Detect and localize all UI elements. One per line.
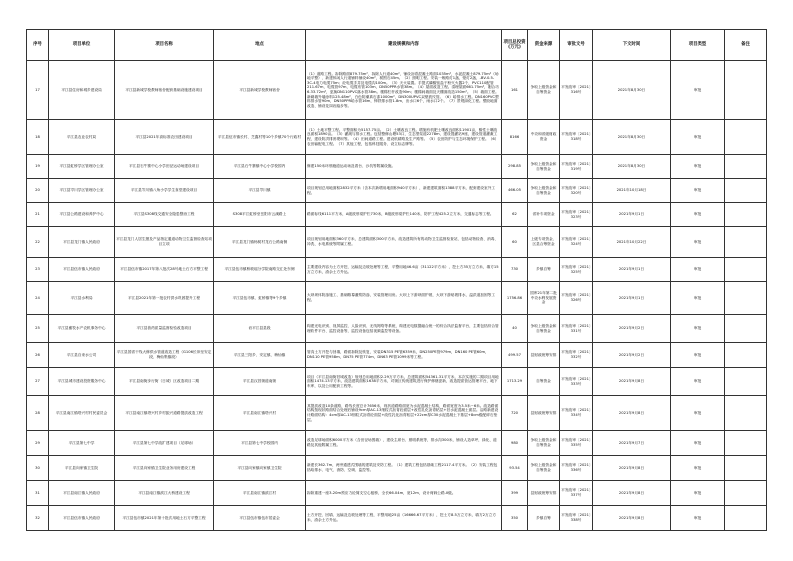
cell-doc: 平发改审〔2021〕336号 xyxy=(560,456,593,481)
table-row xyxy=(27,343,767,368)
cell-fund: 争取上级资金和自筹资金 xyxy=(528,315,560,343)
table-row xyxy=(27,155,767,179)
cell-unit: 平江县第七中学 xyxy=(49,431,115,456)
cell-name: 平江县南江镇塔兴村乡村振兴道路提质改造工程 xyxy=(115,396,214,431)
cell-doc: 平发改审〔2021〕316号 xyxy=(560,61,593,120)
cell-type: 审批 xyxy=(671,456,725,481)
cell-content: 拆除重建一座3-20m预应力砼简支空心板桥，全长66.04m，宽12m，设计荷载公路-II级。 xyxy=(306,481,502,506)
table-row xyxy=(27,282,767,315)
cell-name: 平江县向家镇卫生院业务用房建设工程 xyxy=(115,456,214,481)
cell-cost: 466.05 xyxy=(502,179,528,203)
header-name: 项目名称 xyxy=(115,30,214,61)
cell-name: 平江县岑川镇八角小学学生食堂建设项目 xyxy=(115,179,214,203)
cell-unit: 平江县岑川学区管理办公室 xyxy=(49,179,115,203)
cell-content: 主要建设内容为土方开挖、运输及边坡处理等工程，平整用地46.6亩（31122平方米），挖土方35万立方米，填方15万立方米，渣余土方外运。 xyxy=(306,258,502,282)
cell-date: 2021年10月18日 xyxy=(593,179,671,203)
approval-table-page xyxy=(26,29,766,531)
cell-cost: 720 xyxy=(502,396,528,431)
cell-content: （1）道路工程。拆除路面879.75m²，拆除人行道40m²，铺设沥青混凝土路面1035m²，水泥混凝土879.75m²（场地平整）、新建休闲人行道铺料铺设40m²，树围石45m。（2）照明工程。安装一般路灯1盏，壁灯2盏，-BV-0.5-3C-4电力电缆75m；砼电缆手井及电缆沟100m。（3）天火装置。手提式磷酸铵盐干粉灭火器2个，PVC110配管211.67m，电缆管97m，电缆布管103m，DN50PPR水管38m。（4）屋面改造工程。清理屋面661.75m²，刚合坊6.33.72m²，更换DN110PVC落水管38m。楼梯栏杆改造90m；楼梯间墙面及天棚面改造150m²。（5）墙面工程。新砌墙外墙涂料125.48m²，白色防潮真石漆1000m²，DN300UPVC双壁波纹管。（6）给排水工程。DN160PVC塑料排水管90m，DN50PPR给水管16m，铸铁排水管1.8m，出水口6个，雨水口2个。（7）景观绿化工程。塑胶地面改造、铺设花岗岩踏步等。 xyxy=(306,61,502,120)
table-row xyxy=(27,396,767,431)
cell-note xyxy=(725,343,767,368)
cell-place: 平江县南江镇塔兴村 xyxy=(214,396,306,431)
cell-name: 平江县伍市镇2017年第八批次28号地土石方平整工程 xyxy=(115,258,214,282)
cell-cost: 499.57 xyxy=(502,343,528,368)
cell-fund: 争取上级资金和自筹资金 xyxy=(528,456,560,481)
cell-doc: 平发改审〔2021〕323号 xyxy=(560,203,593,227)
table-row xyxy=(27,481,767,506)
cell-cost: 298.85 xyxy=(502,155,528,179)
cell-note xyxy=(725,61,767,120)
cell-fund: 争取上级资金和自筹资金 xyxy=(528,431,560,456)
cell-doc: 平发改审〔2021〕324号 xyxy=(560,227,593,258)
cell-unit: 平江县自来水公司 xyxy=(49,343,115,368)
cell-cost: 399 xyxy=(502,481,528,506)
table-row xyxy=(27,315,767,343)
cell-fund: 中央和省级财政资金 xyxy=(528,120,560,155)
cell-fund: 乡镇自筹 xyxy=(528,506,560,531)
cell-doc: 平发改审〔2021〕334号 xyxy=(560,396,593,431)
cell-fund: 争取上级资金和自筹资金 xyxy=(528,155,560,179)
cell-place: 平江县伍市镇长村、芝鑫村等10个乡镇70个行政村 xyxy=(214,120,306,155)
cell-unit: 平江县农业农村局 xyxy=(49,120,115,155)
cell-content: 构建光电识别、视屏监控、人脸识别、无线网络等系统，构建光电数据融合统一的综合执法监督平台，主要包括综合管理软件平台、监控设备等，监控设备包括视频监控等设备。 xyxy=(306,315,502,343)
cell-fund: 争取上级资金和自筹资金 xyxy=(528,179,560,203)
cell-unit: 平江县向家镇卫生院 xyxy=(49,456,115,481)
cell-no: 23 xyxy=(27,258,49,282)
cell-unit: 平江县南江镇塔兴村村民委员会 xyxy=(49,396,115,431)
cell-note xyxy=(725,368,767,396)
cell-type: 审批 xyxy=(671,506,725,531)
cell-name: 平江县新城学校教师宿舍配套基础设施建设项目 xyxy=(115,61,214,120)
cell-fund: 省补专项资金 xyxy=(528,203,560,227)
cell-fund: 上级专项资金、区县合筹资金 xyxy=(528,227,560,258)
cell-place: 平江县伍市镇伍市居委会 xyxy=(214,506,306,531)
header-content: 建设规模和内容 xyxy=(306,30,502,61)
cell-date: 2021年10月22日 xyxy=(593,227,671,258)
table-row xyxy=(27,431,767,456)
header-row xyxy=(27,30,767,61)
cell-date: 2021年9月8日 xyxy=(593,456,671,481)
cell-type: 审批 xyxy=(671,481,725,506)
cell-type: 审批 xyxy=(671,396,725,431)
cell-date: 2021年9月8日 xyxy=(593,396,671,431)
cell-content: 路面标线6111平方米，A级波形梁护栏730米，B级波形梁护栏140米，防护工程425.2立方米，交通标志等工程。 xyxy=(306,203,502,227)
cell-content: 修建150米环形跑道运动场及看台、沙坑等附属设施。 xyxy=(306,155,502,179)
cell-note xyxy=(725,315,767,343)
cell-unit: 平江县伍市镇人民政府 xyxy=(49,506,115,531)
cell-fund: 县财政统筹安排 xyxy=(528,481,560,506)
cell-unit: 平江县南江镇人民政府 xyxy=(49,481,115,506)
cell-name: 平江县南街步行街（日城）区改造项目二期 xyxy=(115,368,214,396)
cell-note xyxy=(725,396,767,431)
cell-place: 平江县岑川镇 xyxy=(214,179,306,203)
cell-unit: 平江县畜牧水产农机事务中心 xyxy=(49,315,115,343)
cell-fund: 县财政统筹安排 xyxy=(528,343,560,368)
table-row xyxy=(27,203,767,227)
cell-no: 26 xyxy=(27,343,49,368)
cell-doc: 平发改审〔2021〕318号 xyxy=(560,120,593,155)
header-unit: 项目单位 xyxy=(49,30,115,61)
cell-note xyxy=(725,179,767,203)
cell-no: 19 xyxy=(27,155,49,179)
cell-type: 审批 xyxy=(671,179,725,203)
cell-unit: 平江县水利局 xyxy=(49,282,115,315)
cell-name: 平江县龙门人居生猪及产品指定通道动物卫生监督检查站项目立项 xyxy=(115,227,214,258)
cell-doc: 平发改审〔2021〕331号 xyxy=(560,315,593,343)
header-type: 项目类型 xyxy=(671,30,725,61)
header-date: 下文时间 xyxy=(593,30,671,61)
cell-date: 2021年9月1日 xyxy=(593,282,671,315)
cell-no: 27 xyxy=(27,368,49,396)
cell-doc: 平发改审〔2021〕335号 xyxy=(560,431,593,456)
cell-date: 2021年8月30日 xyxy=(593,155,671,179)
cell-fund: 乡镇自筹 xyxy=(528,258,560,282)
header-place: 地点 xyxy=(214,30,306,61)
cell-content: （1）土地平整工程。平整面积为5157.75亩。（2）土壤改良工程。增施有机肥土壤改良面积11901亩，酸性土壤改良面积1890亩。（3）灌溉与排水工程。包括整修山塘53口，生态型渠道2278m，建设提灌站9座，建设管道灌溉工程，建设防洪排涝堤坝等。（4）田间道路工程。建设机耕路及生产路等。（5）农田防护与生态环境保护工程。（6）农田输配电工程。（7）其他工程，包括科技服务、设立标志牌等。 xyxy=(306,120,502,155)
cell-no: 30 xyxy=(27,456,49,481)
cell-unit: 平江县虹桥学区管理办公室 xyxy=(49,155,115,179)
cell-note xyxy=(725,155,767,179)
cell-unit: 平江县城市建设投资服务中心 xyxy=(49,368,115,396)
cell-date: 2021年9月1日 xyxy=(593,258,671,282)
cell-name: 平江县2021年高标准农田建设项目 xyxy=(115,120,214,155)
cell-no: 22 xyxy=(27,227,49,258)
cell-no: 20 xyxy=(27,179,49,203)
cell-name: 平江县南江镇滨江大桥建设工程 xyxy=(115,481,214,506)
cell-place: 平江县南江镇滨江村 xyxy=(214,481,306,506)
cell-content: 项目（平江县南街旧城改造）规划总用地面积2.29万平方米，总建筑面积54361.31平方米，本次实施的二期项目用地面积1474.13平方米，改造建筑面积1638平方米，对街区传统建筑进行保护修缮更新，改造提质营运管理平台，地下车库，以及公用配套工程等。 xyxy=(306,368,502,396)
cell-content: 土方开挖、回填、运输及边坡处理等工程，平整用地25亩（16666.67平方米），挖土方8.5万立方米，填方2万立方米，渣余土方外运。 xyxy=(306,506,502,531)
cell-note xyxy=(725,227,767,258)
table-row xyxy=(27,179,767,203)
cell-content: 大坝坝体防渗施工、基础帷幕灌浆防渗，安装管理用房。大坝上下游坝面护坡，大坝下游贴坡排水，溢洪道加固等工程。 xyxy=(306,282,502,315)
cell-type: 审批 xyxy=(671,368,725,396)
cell-type: 审批 xyxy=(671,258,725,282)
cell-doc: 平发改审〔2021〕326号 xyxy=(560,282,593,315)
cell-note xyxy=(725,203,767,227)
cell-note xyxy=(725,282,767,315)
cell-date: 2021年9月8日 xyxy=(593,368,671,396)
cell-cost: 62 xyxy=(502,203,528,227)
cell-doc: 平发改审〔2021〕338号 xyxy=(560,506,593,531)
cell-name: 平江县国省干线大修供水管道改造工程（G106长冲至安定段、梅仙集镇段） xyxy=(115,343,214,368)
table-row xyxy=(27,456,767,481)
cell-place: 平江县伍市镇桥坡瑶分学院南路交汇处东侧 xyxy=(214,258,306,282)
cell-no: 21 xyxy=(27,203,49,227)
cell-date: 2021年9月2日 xyxy=(593,343,671,368)
cell-note xyxy=(725,456,767,481)
cell-date: 2021年8月30日 xyxy=(593,61,671,120)
cell-type: 审批 xyxy=(671,227,725,258)
cell-content: 新建长362.7m，两旁通透式围墙的建筑及安防工程。（1）建筑工程包括基础工程2117.4平方米。（2）安装工程包括给排水、电气、消防、空调、监控等。 xyxy=(306,456,502,481)
cell-content: 项目规划用地面积360平方米，总建筑面积300平方米，改造建筑所有的动物卫生监督检查站，包括动物检查、消毒、冲洗、水电系统等附属工程。 xyxy=(306,227,502,258)
table-row xyxy=(27,61,767,120)
cell-cost: 161 xyxy=(502,61,528,120)
cell-no: 17 xyxy=(27,61,49,120)
cell-place: 岩平江县县段 xyxy=(214,315,306,343)
cell-cost: 350 xyxy=(502,506,528,531)
cell-no: 32 xyxy=(27,506,49,531)
cell-fund: 争取上级资金和自筹资金 xyxy=(528,61,560,120)
cell-cost: 60 xyxy=(502,227,528,258)
cell-doc: 平发改审〔2021〕319号 xyxy=(560,155,593,179)
cell-date: 2021年9月1日 xyxy=(593,203,671,227)
cell-doc: 平发改审〔2021〕337号 xyxy=(560,481,593,506)
cell-type: 审批 xyxy=(671,431,725,456)
cell-fund: 自筹资金 xyxy=(528,368,560,396)
cell-content: 管沟土方开挖与回填，路面拆除及恢复，安装DN315 PE管6359米，DN250PE管979m，DN160 PE管60m，DN110 PE管958m，DN75 PE管774m，DN63 PE管1099米等工程。 xyxy=(306,343,502,368)
cell-date: 2021年9月2日 xyxy=(593,315,671,343)
cell-no: 29 xyxy=(27,431,49,456)
cell-unit: 平江县龙门镇人民政府 xyxy=(49,227,115,258)
cell-name: 平江县兽药质量监督检验改造项目 xyxy=(115,315,214,343)
cell-doc: 平发改审〔2021〕320号 xyxy=(560,179,593,203)
cell-doc: 平发改审〔2021〕325号 xyxy=(560,258,593,282)
cell-cost: 40 xyxy=(502,315,528,343)
cell-place: S308平江虹桥至岳阳市云溪路上 xyxy=(214,203,306,227)
cell-place: 平江县汉昌街道南街 xyxy=(214,368,306,396)
cell-no: 18 xyxy=(27,120,49,155)
table-row xyxy=(27,258,767,282)
cell-note xyxy=(725,506,767,531)
cell-place: 平江县龙门镇杨树村龙石公路南侧 xyxy=(214,227,306,258)
cell-content: 项目规划总用地面积2832平方米（含本次新增用地面积940平方米），新建建筑面积1388平方米，配套建设室外工程。 xyxy=(306,179,502,203)
cell-date: 2021年9月8日 xyxy=(593,506,671,531)
cell-cost: 8166 xyxy=(502,120,528,155)
cell-cost: 980 xyxy=(502,431,528,456)
cell-type: 审批 xyxy=(671,203,725,227)
cell-date: 2021年9月8日 xyxy=(593,481,671,506)
cell-place: 平江县新城学校教师宿舍 xyxy=(214,61,306,120)
cell-type: 审批 xyxy=(671,61,725,120)
cell-note xyxy=(725,431,767,456)
cell-cost: 1713.29 xyxy=(502,368,528,396)
cell-place: 平江县石牛寨镇中心小学校园内 xyxy=(214,155,306,179)
cell-no: 24 xyxy=(27,282,49,315)
cell-content: 改造足球场面积6000平方米（含田径场围墙），建设主席台、照明系统等，排水沟300米，铺设人造草坪，绿化、道路及其他附属工程。 xyxy=(306,431,502,456)
table-row xyxy=(27,368,767,396)
cell-name: 平江县伍市镇2021年第十批次用地土石方平整工程 xyxy=(115,506,214,531)
cell-fund: 县财政统筹安排 xyxy=(528,396,560,431)
cell-type: 审批 xyxy=(671,120,725,155)
cell-note xyxy=(725,120,767,155)
approval-table xyxy=(26,29,767,531)
cell-type: 审批 xyxy=(671,343,725,368)
cell-date: 2021年9月7日 xyxy=(593,431,671,456)
header-no: 序号 xyxy=(27,30,49,61)
cell-place: 平江县伍市镇、虹桥镇等9个乡镇 xyxy=(214,282,306,315)
cell-unit: 平江县伍市镇人民政府 xyxy=(49,258,115,282)
cell-no: 31 xyxy=(27,481,49,506)
cell-type: 审批 xyxy=(671,282,725,315)
cell-no: 28 xyxy=(27,396,49,431)
cell-cost: 730 xyxy=(502,258,528,282)
cell-place: 平江县第七中学校园内 xyxy=(214,431,306,456)
cell-doc: 平发改审〔2021〕332号 xyxy=(560,343,593,368)
cell-name: 平江县2021年第一批农村供水巩固提升工程 xyxy=(115,282,214,315)
cell-note xyxy=(725,481,767,506)
cell-doc: 平发改审〔2021〕333号 xyxy=(560,368,593,396)
cell-date: 2021年8月30日 xyxy=(593,120,671,155)
cell-name: 平江县第七中学改扩建项目（足球场） xyxy=(115,431,214,456)
header-cost: 项目总投资(万元) xyxy=(502,30,528,61)
cell-cost: 1756.86 xyxy=(502,282,528,315)
cell-unit: 平江县公路建设和养护中心 xyxy=(49,203,115,227)
cell-unit: 平江县住房和城乡建设局 xyxy=(49,61,115,120)
cell-place: 平江县向家镇向家镇卫生院 xyxy=(214,456,306,481)
cell-note xyxy=(725,258,767,282)
header-fund: 资金来源 xyxy=(528,30,560,61)
cell-place: 平江县三阳乡、安定镇、梅仙镇 xyxy=(214,343,306,368)
header-doc: 审批文号 xyxy=(560,30,593,61)
table-row xyxy=(27,506,767,531)
cell-name: 平江县S308线交通安全隐患整治工程 xyxy=(115,203,214,227)
cell-type: 审批 xyxy=(671,315,725,343)
table-row xyxy=(27,120,767,155)
cell-content: 其提质改造10条道路，路线长度总计7656米，现状道路路面宽为水泥混凝土结构，路面宽度为3.5米~6米。改造路面结构按现状路面结合处理后铺设9cm厚AC-13细粒式沥青砼面层+改性乳化沥青粘层+旧水泥混凝土面层。沿路新建设计路面结构：4cm厚AC-13细粒式沥青砼面层+改性乳化沥青粘层+22cm厚C30水泥混凝土下基层+8cm级配碎石垫层。 xyxy=(306,396,502,431)
cell-cost: 93.54 xyxy=(502,456,528,481)
table-row xyxy=(27,227,767,258)
cell-fund: 国库21年第二批中央水利发展资金 xyxy=(528,282,560,315)
cell-name: 平江县石牛寨中心小学田径运动场建设项目 xyxy=(115,155,214,179)
cell-type: 审批 xyxy=(671,155,725,179)
cell-no: 25 xyxy=(27,315,49,343)
header-note: 备注 xyxy=(725,30,767,61)
